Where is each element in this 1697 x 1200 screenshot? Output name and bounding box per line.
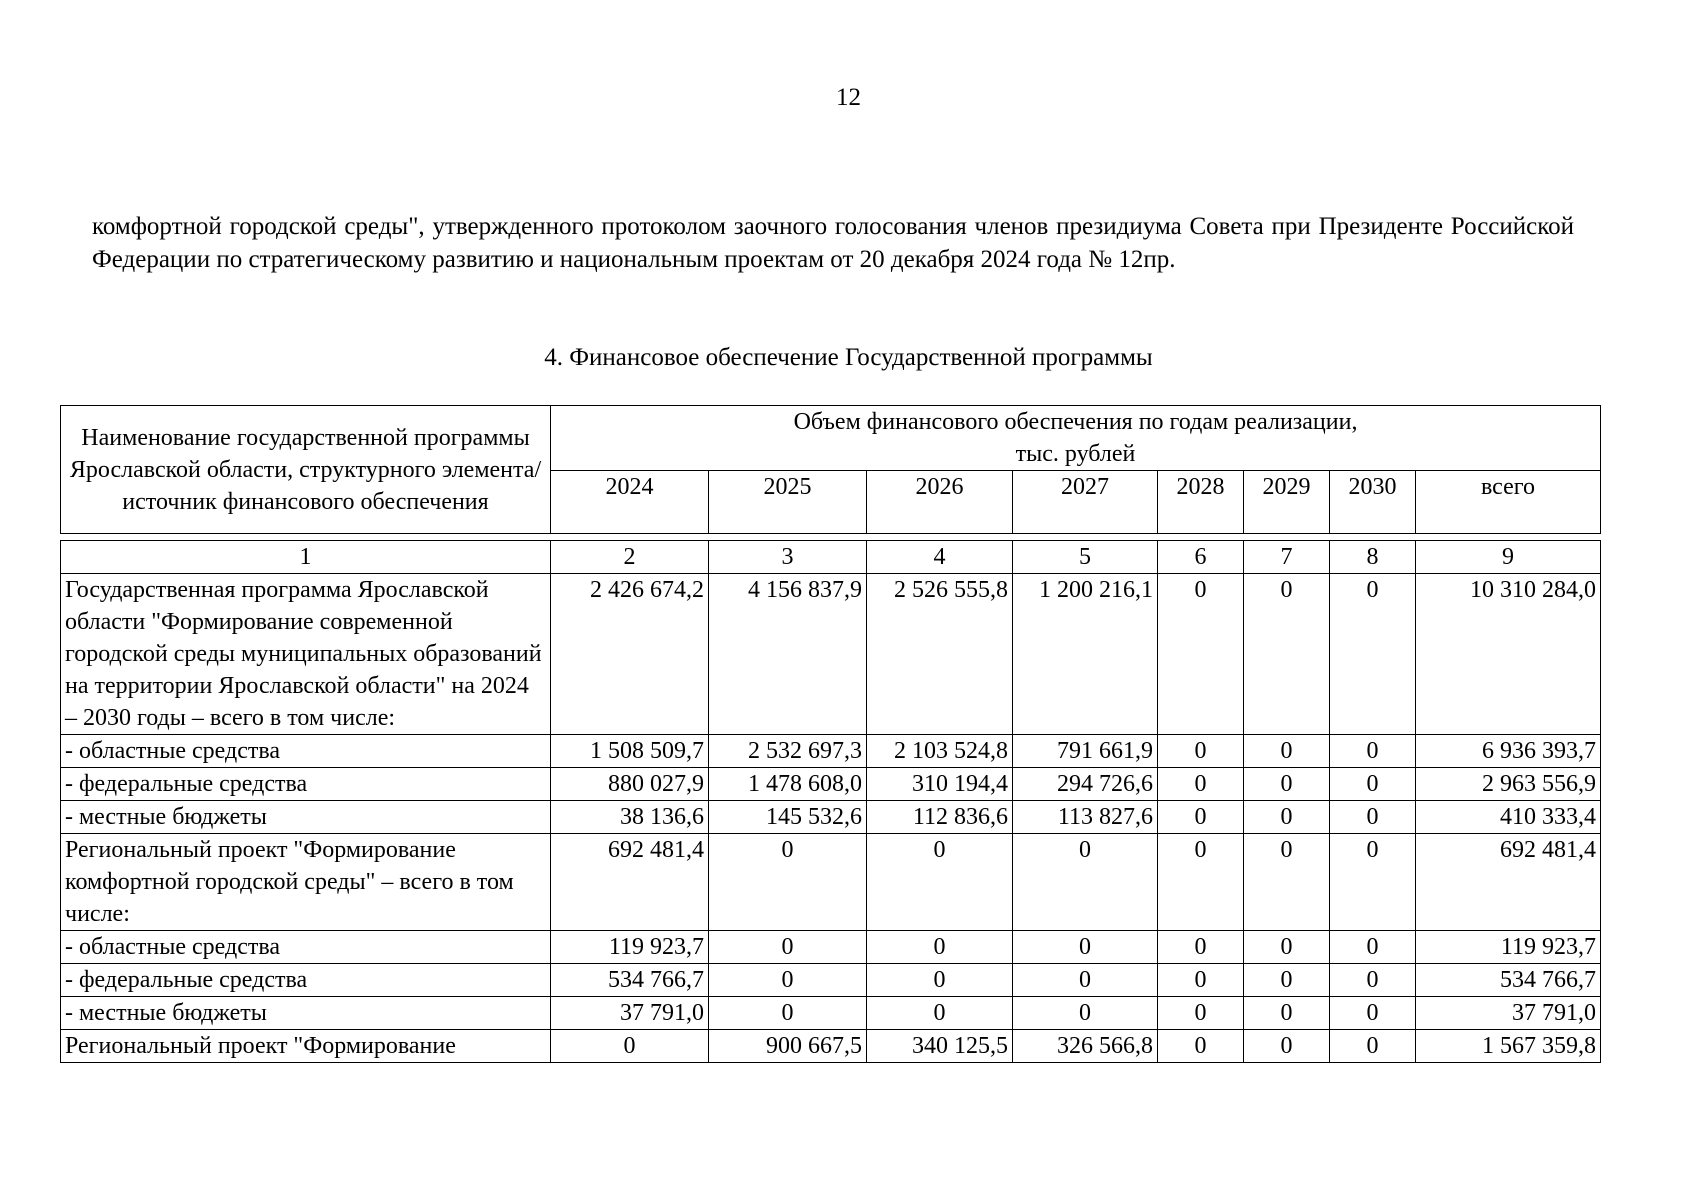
value-cell: 0 [1244, 801, 1330, 834]
value-cell: 534 766,7 [551, 964, 709, 997]
value-cell: 410 333,4 [1416, 801, 1601, 834]
value-cell: 0 [1244, 964, 1330, 997]
value-cell: 294 726,6 [1013, 768, 1158, 801]
row-name-cell: - местные бюджеты [61, 801, 551, 834]
value-cell: 0 [1158, 931, 1244, 964]
value-cell: 0 [1158, 834, 1244, 931]
value-cell: 0 [1330, 931, 1416, 964]
value-cell: 1 567 359,8 [1416, 1030, 1601, 1063]
year-header-2029: 2029 [1244, 471, 1330, 534]
column-numbers-row [61, 541, 1601, 574]
value-cell: 692 481,4 [551, 834, 709, 931]
value-cell: 0 [867, 834, 1013, 931]
value-cell: 1 508 509,7 [551, 735, 709, 768]
value-cell: 0 [867, 931, 1013, 964]
value-cell: 0 [1158, 574, 1244, 735]
finance-table-header [60, 405, 1601, 534]
value-cell: 0 [1158, 801, 1244, 834]
value-cell: 1 200 216,1 [1013, 574, 1158, 735]
value-cell: 2 532 697,3 [709, 735, 867, 768]
column-number-cell: 4 [867, 541, 1013, 574]
value-cell: 0 [1158, 1030, 1244, 1063]
value-cell: 2 426 674,2 [551, 574, 709, 735]
value-cell: 119 923,7 [551, 931, 709, 964]
value-cell: 0 [1330, 768, 1416, 801]
year-header-2025: 2025 [709, 471, 867, 534]
value-cell: 692 481,4 [1416, 834, 1601, 931]
value-cell: 38 136,6 [551, 801, 709, 834]
value-cell: 0 [1330, 574, 1416, 735]
value-cell: 0 [1013, 997, 1158, 1030]
finance-table-body [60, 540, 1601, 1063]
value-cell: 145 532,6 [709, 801, 867, 834]
value-cell: 0 [1330, 964, 1416, 997]
value-cell: 37 791,0 [551, 997, 709, 1030]
section-title: 4. Финансовое обеспечение Государственной программы [544, 344, 1153, 371]
page-number: 12 [836, 84, 861, 111]
year-header-total: всего [1416, 471, 1601, 534]
value-cell: 0 [867, 997, 1013, 1030]
value-cell: 4 156 837,9 [709, 574, 867, 735]
year-header-2030: 2030 [1330, 471, 1416, 534]
value-cell: 0 [1013, 931, 1158, 964]
value-cell: 0 [1330, 1030, 1416, 1063]
table-row [61, 1030, 1601, 1063]
value-cell: 0 [1013, 834, 1158, 931]
year-header-2026: 2026 [867, 471, 1013, 534]
value-cell: 0 [1244, 834, 1330, 931]
value-cell: 0 [1244, 931, 1330, 964]
value-cell: 0 [1244, 574, 1330, 735]
value-cell: 0 [1244, 1030, 1330, 1063]
value-cell: 112 836,6 [867, 801, 1013, 834]
value-cell: 0 [1158, 735, 1244, 768]
year-header-2024: 2024 [551, 471, 709, 534]
year-header-2027: 2027 [1013, 471, 1158, 534]
value-cell: 119 923,7 [1416, 931, 1601, 964]
value-cell: 340 125,5 [867, 1030, 1013, 1063]
value-cell: 326 566,8 [1013, 1030, 1158, 1063]
value-cell: 0 [709, 931, 867, 964]
table-row [61, 964, 1601, 997]
value-cell: 0 [1013, 964, 1158, 997]
table-row [61, 834, 1601, 931]
value-cell: 0 [1158, 997, 1244, 1030]
value-cell: 0 [1330, 834, 1416, 931]
value-cell: 0 [1158, 768, 1244, 801]
row-name-cell: - областные средства [61, 735, 551, 768]
header-group-cell [551, 406, 1601, 471]
value-cell: 0 [867, 964, 1013, 997]
value-cell: 0 [709, 834, 867, 931]
row-name-cell: Региональный проект "Формирование [61, 1030, 551, 1063]
column-number-cell: 7 [1244, 541, 1330, 574]
row-name-cell: Региональный проект "Формирование комфортной городской среды" – всего в том числе: [61, 834, 551, 931]
row-name-cell: - федеральные средства [61, 964, 551, 997]
value-cell: 0 [1158, 964, 1244, 997]
table-row [61, 931, 1601, 964]
value-cell: 900 667,5 [709, 1030, 867, 1063]
column-number-cell: 5 [1013, 541, 1158, 574]
intro-paragraph: комфортной городской среды", утвержденного протоколом заочного голосования членов президиума Совета при Президенте Российской Федерации по стратегическому развитию и национальным проектам от 20 декабря 2024 года № 12пр. [92, 213, 1574, 273]
value-cell: 113 827,6 [1013, 801, 1158, 834]
value-cell: 0 [1330, 735, 1416, 768]
column-number-cell: 3 [709, 541, 867, 574]
header-group-line1: Объем финансового обеспечения по годам реализации, [793, 409, 1358, 435]
value-cell: 310 194,4 [867, 768, 1013, 801]
row-name-cell: - местные бюджеты [61, 997, 551, 1030]
header-name-cell: Наименование государственной программы Ярославской области, структурного элемента/ источник финансового обеспечения [61, 406, 551, 534]
value-cell: 0 [1330, 801, 1416, 834]
table-row [61, 735, 1601, 768]
column-number-cell: 6 [1158, 541, 1244, 574]
value-cell: 791 661,9 [1013, 735, 1158, 768]
value-cell: 0 [709, 997, 867, 1030]
row-name-cell: Государственная программа Ярославской области "Формирование современной городской среды муниципальных образований на территории Ярославской области" на 2024 – 2030 годы – всего в том числе: [61, 574, 551, 735]
table-row [61, 997, 1601, 1030]
value-cell: 534 766,7 [1416, 964, 1601, 997]
column-number-cell: 2 [551, 541, 709, 574]
value-cell: 0 [551, 1030, 709, 1063]
column-number-cell: 1 [61, 541, 551, 574]
value-cell: 6 936 393,7 [1416, 735, 1601, 768]
table-row [61, 574, 1601, 735]
column-number-cell: 9 [1416, 541, 1601, 574]
value-cell: 10 310 284,0 [1416, 574, 1601, 735]
year-header-2028: 2028 [1158, 471, 1244, 534]
column-number-cell: 8 [1330, 541, 1416, 574]
value-cell: 37 791,0 [1416, 997, 1601, 1030]
header-group-line2: тыс. рублей [1015, 441, 1136, 467]
value-cell: 2 526 555,8 [867, 574, 1013, 735]
value-cell: 0 [1244, 768, 1330, 801]
value-cell: 0 [709, 964, 867, 997]
value-cell: 0 [1244, 735, 1330, 768]
table-row [61, 801, 1601, 834]
value-cell: 2 963 556,9 [1416, 768, 1601, 801]
table-row [61, 768, 1601, 801]
value-cell: 0 [1330, 997, 1416, 1030]
value-cell: 1 478 608,0 [709, 768, 867, 801]
row-name-cell: - федеральные средства [61, 768, 551, 801]
value-cell: 2 103 524,8 [867, 735, 1013, 768]
value-cell: 880 027,9 [551, 768, 709, 801]
value-cell: 0 [1244, 997, 1330, 1030]
row-name-cell: - областные средства [61, 931, 551, 964]
